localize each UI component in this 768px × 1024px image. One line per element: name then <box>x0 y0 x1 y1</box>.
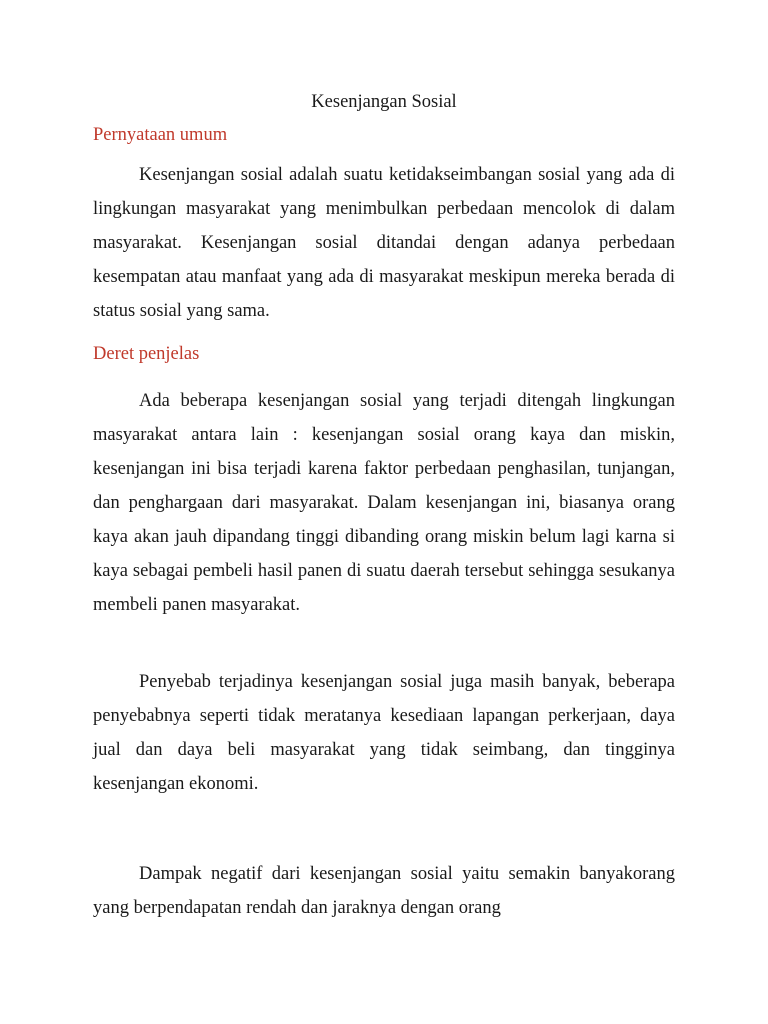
section-heading-deret-penjelas: Deret penjelas <box>93 344 200 364</box>
document-title: Kesenjangan Sosial <box>311 92 457 112</box>
paragraph-deret-penjelas-1: Ada beberapa kesenjangan sosial yang terjadi ditengah lingkungan masyarakat antara lain : kesenjangan sosial orang kaya dan miskin, kesenjangan ini bisa terjadi karena faktor perbedaan penghasilan, tunjangan, dan penghargaan dari masyarakat. Dalam kesenjangan ini, biasanya orang kaya akan jauh dipandang tinggi dibanding orang miskin belum lagi karna si kaya sebagai pembeli hasil panen di suatu daerah tersebut sehingga sesukanya membeli panen masyarakat. <box>93 391 675 615</box>
section-heading-pernyataan-umum: Pernyataan umum <box>93 125 228 145</box>
paragraph-pernyataan-umum: Kesenjangan sosial adalah suatu ketidakseimbangan sosial yang ada di lingkungan masyarakat yang menimbulkan perbedaan mencolok di dalam masyarakat. Kesenjangan sosial ditandai dengan adanya perbedaan kesempatan atau manfaat yang ada di masyarakat meskipun mereka berada di status sosial yang sama. <box>93 165 675 321</box>
paragraph-deret-penjelas-3: Dampak negatif dari kesenjangan sosial yaitu semakin banyakorang yang berpendapatan rendah dan jaraknya dengan orang <box>93 864 675 918</box>
paragraph-deret-penjelas-2: Penyebab terjadinya kesenjangan sosial juga masih banyak, beberapa penyebabnya seperti tidak meratanya kesediaan lapangan perkerjaan, daya jual dan daya beli masyarakat yang tidak seimbang, dan tingginya kesenjangan ekonomi. <box>93 672 675 794</box>
